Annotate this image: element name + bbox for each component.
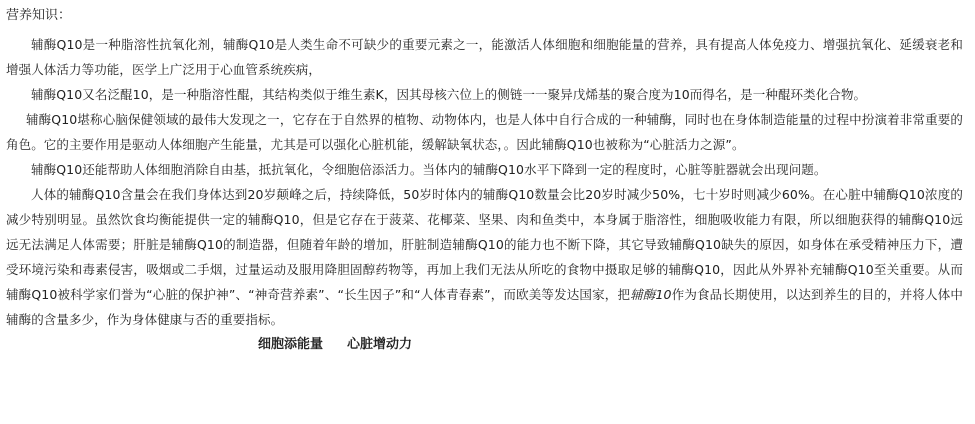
paragraph-alias: 辅酶Q10又名泛醌10，是一种脂溶性醌，其结构类似于维生素K，因其母核六位上的侧链一一聚异戊烯基的聚合度为10而得名，是一种醌环类化合物。 bbox=[31, 87, 867, 102]
paragraph-decline-text: 人体的辅酶Q10含量会在我们身体达到20岁颠峰之后，持续降低，50岁时体内的辅酶Q10数量会比20岁时减少50%，七十岁时则减少60%。在心脏中辅酶Q10浓度的减少特别明显。虽然饮食均衡能提供一定的辅酶Q10，但是它存在于菠菜、花椰菜、坚果、肉和鱼类中，本身属于脂溶性，细胞吸收能力有限，所以细胞获得的辅酶Q10远远无法满足人体需要；肝脏是辅酶Q10的制造器，但随着年龄的增加，肝脏制造辅酶Q10的能力也不断下降，其它导致辅酶Q10缺失的原因，如身体在承受精神压力下，遭受环境污染和毒素侵害，吸烟或二手烟，过量运动及服用降胆固醇药物等，再加上我们无法从所吃的食物中摄取足够的辅酶Q10，因此从外界补充辅酶Q10至关重要。从而辅酶Q10被科学家们誉为“心脏的保护神”、“神奇营养素”、“长生因子”和“人体青春素”，而欧美等发达国家，把 bbox=[6, 187, 963, 302]
paragraph-definition: 辅酶Q10是一种脂溶性抗氧化剂，辅酶Q10是人类生命不可缺少的重要元素之一，能激活人体细胞和细胞能量的营养，具有提高人体免疫力、增强抗氧化、延缓衰老和增强人体活力等功能，医学上广泛用于心血管系统疾病， bbox=[6, 37, 963, 77]
paragraph-decline bbox=[6, 182, 963, 332]
tagline bbox=[258, 334, 963, 356]
paragraph-antioxidant: 辅酶Q10还能帮助人体细胞消除自由基，抵抗氧化，令细胞倍添活力。当体内的辅酶Q10水平下降到一定的程度时，心脏等脏器就会出现问题。 bbox=[31, 162, 827, 177]
paragraph-decline-italic: 辅酶10 bbox=[630, 287, 672, 302]
tagline-left: 细胞添能量 bbox=[258, 337, 324, 352]
section-heading: 营养知识： bbox=[6, 8, 72, 23]
paragraph-decline-tail: 作为食品长期使用，以达到养生的目的，并将人体中辅酶的含量多少，作为身体健康与否的重要指标。 bbox=[6, 287, 963, 327]
tagline-right: 心脏增动力 bbox=[347, 337, 413, 352]
paragraph-discovery: 辅酶Q10堪称心脑保健领域的最伟大发现之一，它存在于自然界的植物、动物体内，也是人体中自行合成的一种辅酶，同时也在身体制造能量的过程中扮演着非常重要的角色。它的主要作用是驱动人体细胞产生能量，尤其是可以强化心脏机能，缓解缺氧状态，。因此辅酶Q10也被称为“心脏活力之源”。 bbox=[6, 112, 963, 152]
